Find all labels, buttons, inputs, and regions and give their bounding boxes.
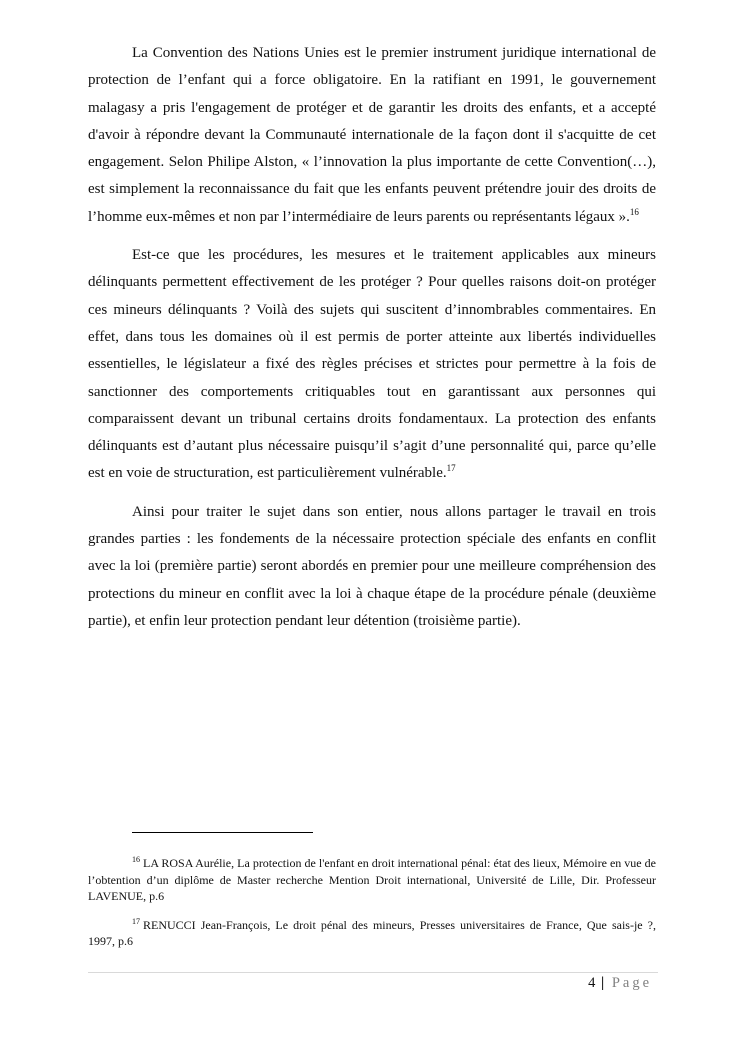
footnote-number: 16 [132, 855, 140, 864]
footnotes [88, 855, 656, 962]
footnote-17 [88, 917, 656, 950]
page-number: 4 [588, 975, 596, 991]
footnote-number: 17 [132, 916, 140, 926]
paragraph-text: La Convention des Nations Unies est le premier instrument juridique international de protection de l’enfant qui a force obligatoire. En la ratifiant en 1991, le gouvernement malagasy a pris l'engagement de protéger et de garantir les droits des enfants, et a accepté d'avoir à répondre devant la Communauté internationale de la façon dont il s'acquitte de cet engagement. Selon Philipe Alston, « l’innovation la plus importante de cette Convention(…), est simplement la reconnaissance du fait que les enfants peuvent prétendre jouir des droits de l’homme eux-mêmes et non par l’intermédiaire de leurs parents ou représentants légaux ». [88, 45, 656, 225]
footnote-16 [88, 855, 656, 905]
paragraph-convention [88, 40, 656, 231]
body-text [88, 40, 656, 646]
footnote-separator [132, 832, 313, 833]
paragraph-text: Est-ce que les procédures, les mesures et le traitement applicables aux mineurs délinquants permettent effectivement de les protéger ? Pour quelles raisons doit-on protéger ces mineurs délinquants ? Voilà des sujets qui suscitent d’innombrables commentaires. En effet, dans tous les domaines où il est permis de porter atteinte aux libertés individuelles essentielles, le législateur a fixé des règles précises et strictes pour permettre à la fois de sanctionner des comportements critiquables tout en garantissant aux personnes qui comparaissent devant un tribunal certains droits fondamentaux. La protection des enfants délinquants est d’autant plus nécessaire puisqu’il s’agit d’une personnalité qui, parce qu’elle est en voie de structuration, est particulièrement vulnérable. [88, 247, 656, 482]
paragraph-procedures [88, 242, 656, 488]
footer-divider [88, 972, 658, 973]
page-number-separator: | [600, 975, 605, 991]
footnote-reference[interactable]: 17 [446, 463, 456, 474]
page-footer [588, 974, 652, 992]
footnote-reference[interactable]: 16 [629, 206, 639, 217]
footnote-text: RENUCCI Jean-François, Le droit pénal des mineurs, Presses universitaires de France, Que sais-je ?, 1997, p.6 [88, 917, 656, 948]
footnote-text: LA ROSA Aurélie, La protection de l'enfant en droit international pénal: état des lieux, Mémoire en vue de l’obtention d’un diplôme de Master recherche Mention Droit international, Université de Lille, Dir. Professeur LAVENUE, p.6 [88, 856, 656, 903]
paragraph-plan [88, 499, 656, 635]
page-label: Page [611, 975, 652, 991]
paragraph-text: Ainsi pour traiter le sujet dans son entier, nous allons partager le travail en trois grandes parties : les fondements de la nécessaire protection spéciale des enfants en conflit avec la loi (première partie) seront abordés en premier pour une meilleure compréhension des protections du mineur en conflit avec la loi à chaque étape de la procédure pénale (deuxième partie), et enfin leur protection pendant leur détention (troisième partie). [88, 503, 656, 629]
